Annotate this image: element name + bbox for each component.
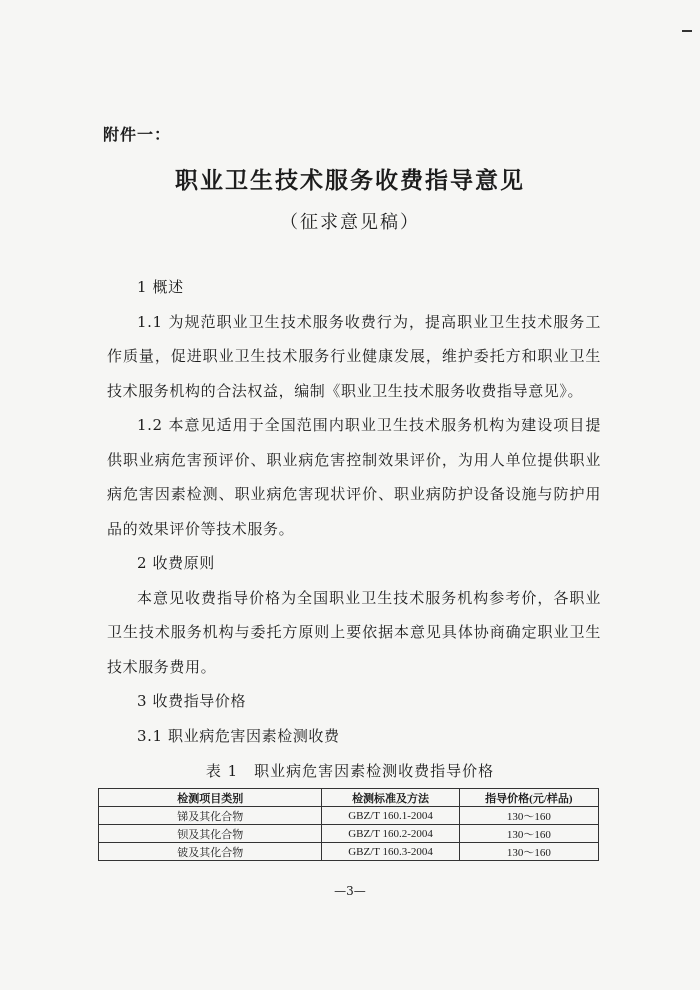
cell-item: 钡及其化合物 xyxy=(99,825,322,843)
fee-table xyxy=(98,788,599,861)
cell-item: 锑及其化合物 xyxy=(99,807,322,825)
section-2-paragraph: 本意见收费指导价格为全国职业卫生技术服务机构参考价，各职业卫生技术服务机构与委托方原则上要依据本意见具体协商确定职业卫生技术服务费用。 xyxy=(107,588,601,676)
table-row xyxy=(99,825,599,843)
table-caption: 表 1 职业病危害因素检测收费指导价格 xyxy=(205,762,495,780)
cell-standard: GBZ/T 160.3-2004 xyxy=(322,843,459,861)
cell-item: 铍及其化合物 xyxy=(99,843,322,861)
cell-price: 130～160 xyxy=(459,807,598,825)
section-3-heading: 3 收费指导价格 xyxy=(137,692,247,710)
document-body xyxy=(107,270,601,753)
cell-standard: GBZ/T 160.1-2004 xyxy=(322,807,459,825)
document-title: 职业卫生技术服务收费指导意见 xyxy=(175,167,525,194)
cell-standard: GBZ/T 160.2-2004 xyxy=(322,825,459,843)
header-guide-price: 指导价格(元/样品) xyxy=(459,789,598,807)
cell-price: 130～160 xyxy=(459,843,598,861)
section-1-1-paragraph: 1.1 为规范职业卫生技术服务收费行为，提高职业卫生技术服务工作质量，促进职业卫生技术服务行业健康发展，维护委托方和职业卫生技术服务机构的合法权益，编制《职业卫生技术服务收费指导意见》。 xyxy=(107,312,601,400)
section-3-1-heading: 3.1 职业病危害因素检测收费 xyxy=(137,726,340,745)
scan-edge-mark xyxy=(682,30,692,32)
section-2-heading: 2 收费原则 xyxy=(137,554,215,572)
cell-price: 130～160 xyxy=(459,825,598,843)
section-1-heading: 1 概述 xyxy=(137,278,184,296)
header-standard-method: 检测标准及方法 xyxy=(322,789,459,807)
section-1-2-paragraph: 1.2 本意见适用于全国范围内职业卫生技术服务机构为建设项目提供职业病危害预评价、职业病危害控制效果评价，为用人单位提供职业病危害因素检测、职业病危害现状评价、职业病防护设备设施与防护用品的效果评价等技术服务。 xyxy=(107,416,601,538)
table-header-row xyxy=(99,789,599,807)
page-number: —3— xyxy=(334,884,366,898)
table-row xyxy=(99,807,599,825)
document-subtitle: （征求意见稿） xyxy=(280,212,420,233)
table-row xyxy=(99,843,599,861)
annex-label: 附件一： xyxy=(103,125,172,144)
header-item-category: 检测项目类别 xyxy=(99,789,322,807)
